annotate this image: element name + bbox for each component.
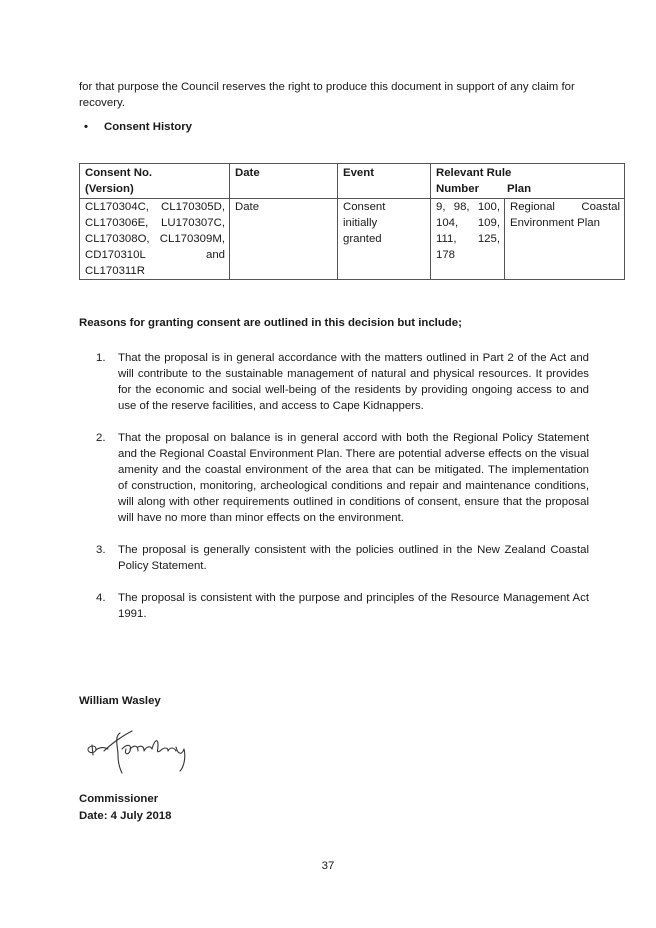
- list-item: 1. That the proposal is in general accordance with the matters outlined in Part 2 of the Act and will contribute to the sustainable management of natural and physical resources. It provides for the economic and social well-being of the residents by providing ongoing access to and use of the reserve facilities, and access to Cape Kidnappers.: [96, 352, 589, 412]
- reasons-list: [96, 350, 589, 622]
- header-relevant-rule: Relevant Rule Number Plan: [431, 164, 625, 199]
- consent-history-table: [79, 163, 625, 280]
- list-item: 2. That the proposal on balance is in general accord with both the Regional Policy Statement and the Regional Coastal Environment Plan. There are potential adverse effects on the visual amenity and the coastal environment of the area that can be mitigated. The implementation of construction, monitoring, archeological conditions and repair and maintenance conditions, will along with other requirements outlined in conditions of consent, ensure that the proposal will have no more than minor effects on the environment.: [96, 432, 589, 524]
- table-header-row: [80, 164, 625, 199]
- header-event: Event: [338, 164, 431, 199]
- consent-history-label: Consent History: [104, 121, 192, 133]
- intro-paragraph: for that purpose the Council reserves the right to produce this document in support of any claim for recovery.: [79, 81, 575, 109]
- bullet-icon: •: [84, 121, 88, 133]
- consent-history-heading: [84, 119, 192, 135]
- cell-event: Consent initially granted: [338, 199, 431, 280]
- page-number: 37: [321, 860, 335, 872]
- signatory-title: Commissioner: [79, 793, 159, 805]
- list-item: 3. The proposal is generally consistent with the policies outlined in the New Zealand Coastal Policy Statement.: [96, 544, 589, 572]
- cell-consent-numbers: CL170304C, CL170305D, CL170306E, LU170307C, CL170308O, CL170309M, CD170310L and CL170311R: [80, 199, 230, 280]
- signature-icon: [84, 725, 194, 775]
- header-number: Number: [436, 183, 480, 195]
- cell-plan: Regional Coastal Environment Plan: [505, 199, 625, 280]
- cell-rule-numbers: 9, 98, 100, 104, 109, 111, 125, 178: [431, 199, 505, 280]
- cell-date: Date: [230, 199, 338, 280]
- signature-date: Date: 4 July 2018: [79, 810, 172, 822]
- header-date: Date: [230, 164, 338, 199]
- table-row: [80, 199, 625, 280]
- header-plan: Plan: [507, 183, 532, 195]
- list-item: 4. The proposal is consistent with the purpose and principles of the Resource Management Act 1991.: [96, 592, 589, 620]
- header-consent-no: Consent No. (Version): [80, 164, 230, 199]
- reasons-heading: Reasons for granting consent are outlined in this decision but include;: [79, 317, 462, 329]
- signatory-name: William Wasley: [79, 695, 161, 707]
